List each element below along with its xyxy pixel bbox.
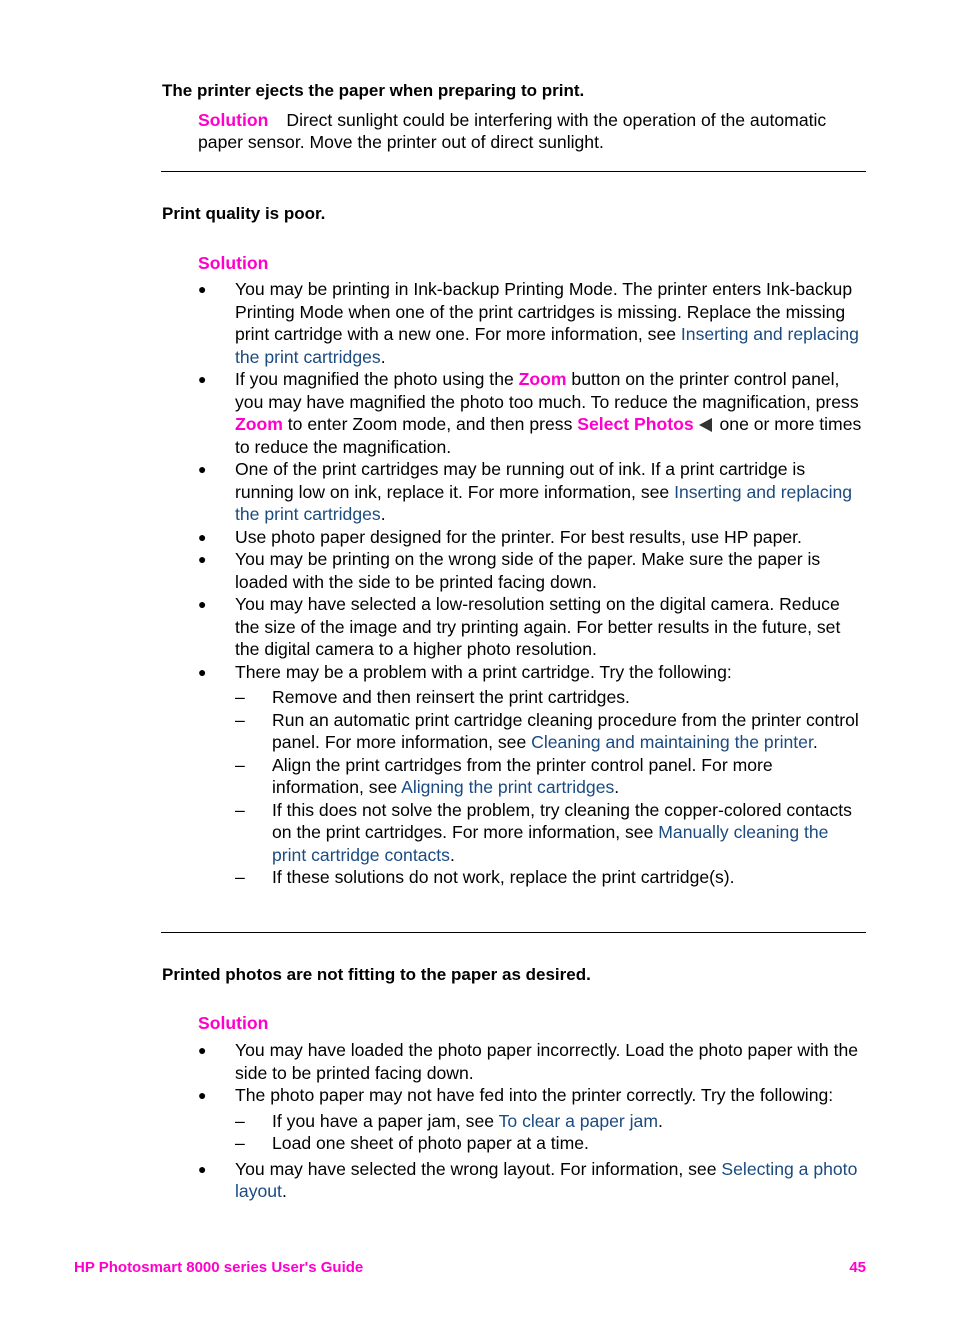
item-text: The photo paper may not have fed into the printer correctly. Try the following:: [235, 1085, 834, 1105]
item-text: .: [614, 777, 620, 797]
sub-list-item: [235, 1110, 866, 1133]
divider: [161, 171, 866, 172]
sub-list-item: [235, 799, 866, 867]
item-text: .: [281, 1181, 287, 1201]
dash-marker: –: [235, 799, 245, 820]
link-manually-cleaning-contacts[interactable]: Manually cleaning the print cartridge contacts: [272, 822, 829, 865]
item-text: If you magnified the photo using the: [235, 369, 519, 389]
bullet-icon: ●: [198, 461, 207, 477]
list-item: [198, 661, 866, 889]
solution-label: Solution: [198, 1013, 269, 1033]
dash-marker: –: [235, 754, 245, 775]
divider: [161, 932, 866, 933]
item-text: Load one sheet of photo paper at a time.: [272, 1133, 589, 1153]
item-text: to enter Zoom mode, and then press: [282, 414, 578, 434]
dash-marker: –: [235, 867, 245, 887]
dash-marker: –: [235, 709, 245, 730]
sub-list: [235, 1110, 866, 1155]
bullet-icon: ●: [198, 1087, 207, 1103]
solution-text: Direct sunlight could be interfering with the operation of the automatic: [286, 110, 827, 130]
item-text: .: [658, 1110, 663, 1131]
link-aligning-cartridges[interactable]: Aligning the print cartridges: [401, 777, 615, 797]
photo-fit-solutions-list: [198, 1039, 866, 1203]
item-text: Remove and then reinsert the print cartridges.: [272, 687, 630, 707]
item-text: You may be printing on the wrong side of the paper. Make sure the paper is loaded with the side to be printed facing down.: [235, 549, 821, 592]
item-text: .: [380, 504, 386, 524]
section-heading-ejects-paper: The printer ejects the paper when preparing to print.: [162, 81, 585, 100]
sub-list-item: [235, 1132, 866, 1155]
link-cleaning-maintaining-printer[interactable]: Cleaning and maintaining the printer: [531, 732, 813, 752]
list-item: [198, 593, 866, 661]
link-inserting-replacing-cartridges[interactable]: Inserting and replacing the print cartridges: [235, 324, 859, 367]
item-text: Use photo paper designed for the printer. For best results, use HP paper.: [235, 526, 802, 547]
dash-marker: –: [235, 1133, 245, 1153]
footer-guide-title: HP Photosmart 8000 series User's Guide: [74, 1259, 364, 1276]
zoom-button-label: Zoom: [235, 414, 283, 434]
bullet-icon: ●: [198, 596, 207, 612]
item-text: If these solutions do not work, replace the print cartridge(s).: [272, 867, 735, 887]
left-arrow-icon: [699, 418, 712, 432]
list-item: [198, 368, 866, 458]
solution-text: paper sensor. Move the printer out of direct sunlight.: [198, 132, 604, 152]
bullet-icon: ●: [198, 1160, 207, 1177]
sub-list-item: [235, 754, 866, 799]
item-text: one or more times to reduce the magnification.: [235, 414, 862, 457]
section-heading-photos-not-fitting: Printed photos are not fitting to the paper as desired.: [162, 965, 591, 984]
list-item: [198, 278, 866, 368]
item-text: One of the print cartridges may be running out of ink. If a print cartridge is running low on ink, replace it. For more information, see: [235, 459, 806, 502]
bullet-icon: ●: [198, 551, 207, 567]
item-text: .: [380, 346, 386, 367]
bullet-icon: ●: [198, 528, 207, 545]
item-text: button on the printer control panel, you may have magnified the photo too much. To reduce the magnification, press: [235, 369, 859, 412]
list-item: [198, 1039, 866, 1084]
zoom-button-label: Zoom: [518, 369, 567, 389]
bullet-icon: ●: [198, 371, 207, 387]
section-heading-print-quality: Print quality is poor.: [162, 204, 326, 223]
list-item: [198, 1158, 866, 1203]
item-text: You may have selected a low-resolution setting on the digital camera. Reduce the size of the image and try printing again. For better results in the future, set the digital camera to a higher photo resolution.: [235, 594, 841, 659]
item-text: Align the print cartridges from the printer control panel. For more information, see: [272, 754, 773, 797]
item-text: You may have selected the wrong layout. For information, see: [235, 1158, 722, 1179]
item-text: .: [812, 732, 818, 752]
solution-label: Solution: [198, 253, 269, 273]
item-text: There may be a problem with a print cartridge. Try the following:: [235, 661, 732, 682]
link-clear-paper-jam[interactable]: To clear a paper jam: [498, 1110, 658, 1131]
link-selecting-photo-layout[interactable]: Selecting a photo layout: [235, 1158, 858, 1201]
item-text: You may have loaded the photo paper incorrectly. Load the photo paper with the side to be printed facing down.: [235, 1040, 859, 1083]
item-text: Run an automatic print cartridge cleaning procedure from the printer control panel. For more information, see: [272, 709, 859, 752]
sub-list-item: [235, 866, 866, 889]
item-text: If this does not solve the problem, try cleaning the copper-colored contacts on the print cartridges. For more information, see: [272, 799, 852, 842]
select-photos-button-label: Select Photos: [577, 414, 694, 434]
list-item: [198, 1084, 866, 1155]
sub-list-item: [235, 709, 866, 754]
list-item: [198, 458, 866, 526]
dash-marker: –: [235, 1110, 245, 1131]
list-item: [198, 548, 866, 593]
solution-label: Solution: [198, 110, 269, 130]
solution-paragraph: [198, 109, 858, 153]
bullet-icon: ●: [198, 1042, 207, 1058]
bullet-icon: ●: [198, 281, 207, 297]
list-item: [198, 526, 866, 549]
dash-marker: –: [235, 687, 245, 707]
sub-list: [235, 686, 866, 889]
bullet-icon: ●: [198, 663, 207, 680]
item-text: You may be printing in Ink-backup Printing Mode. The printer enters Ink-backup Printing Mode when one of the print cartridges is missing. Replace the missing print cartridge with a new one. For more information, see: [235, 279, 853, 344]
sub-list-item: [235, 686, 866, 709]
link-inserting-replacing-cartridges[interactable]: Inserting and replacing the print cartridges: [235, 481, 853, 524]
item-text: .: [449, 844, 455, 865]
footer-page-number: 45: [849, 1259, 866, 1276]
print-quality-solutions-list: [198, 278, 866, 889]
item-text: If you have a paper jam, see: [272, 1110, 499, 1131]
